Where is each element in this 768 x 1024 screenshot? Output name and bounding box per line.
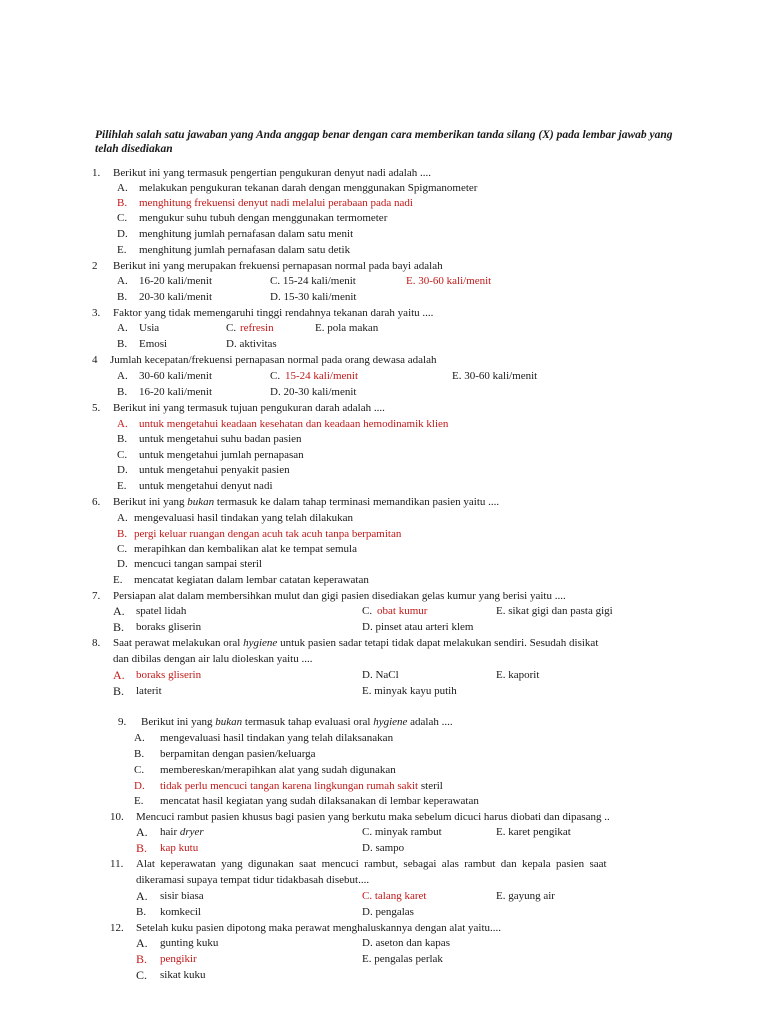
option-letter: C.: [136, 968, 148, 982]
option-letter: D.: [117, 558, 128, 570]
instruction-text: Pilihlah salah satu jawaban yang Anda anggap benar dengan cara memberikan tanda silang (X) pada lembar jawab yang telah disediakan: [95, 129, 673, 155]
option-text: berpamitan dengan pasien/keluarga: [160, 748, 316, 760]
option-text: menghitung jumlah pernafasan dalam satu detik: [139, 244, 351, 256]
option-text: gunting kuku: [160, 937, 219, 949]
option-text: E. karet pengikat: [496, 826, 571, 838]
question-text-line2: dan dibilas dengan air lalu dioleskan yaitu ....: [113, 653, 313, 665]
option-text: 16-20 kali/menit: [139, 386, 213, 398]
question-text-part: Berikut ini yang: [113, 496, 185, 508]
option-text: E. pola makan: [315, 322, 379, 334]
option-text: melakukan pengukuran tekanan darah dengan menggunakan Spigmanometer: [139, 182, 478, 194]
question-text: Jumlah kecepatan/frekuensi pernapasan normal pada orang dewasa adalah: [110, 354, 437, 366]
question-text-part: termasuk tahap evaluasi oral: [244, 716, 371, 728]
option-letter: E.: [117, 244, 127, 256]
option-letter: B.: [136, 906, 147, 918]
question-number: 7.: [92, 590, 101, 602]
option-text: komkecil: [160, 906, 201, 918]
option-letter: E.: [134, 795, 144, 807]
option-letter: A.: [136, 825, 148, 839]
option-text: D. 20-30 kali/menit: [270, 386, 357, 398]
option-letter: C.: [134, 764, 145, 776]
question-number: 1.: [92, 167, 101, 179]
option-letter: C.: [270, 370, 281, 382]
question-text: Mencuci rambut pasien khusus bagi pasien yang berkutu maka sebelum dicuci harus diobati dan dipasang ..: [136, 811, 610, 823]
option-text: untuk mengetahui suhu badan pasien: [139, 433, 302, 445]
question-number: 5.: [92, 402, 101, 414]
option-text-answer: pergi keluar ruangan dengan acuh tak acuh tanpa berpamitan: [134, 528, 402, 540]
option-text: E. kaporit: [496, 669, 540, 681]
question-text: Persiapan alat dalam membersihkan mulut dan gigi pasien disediakan gelas kumur yang berisi yaitu ....: [113, 590, 566, 602]
question-text: Berikut ini yang termasuk tujuan pengukuran darah adalah ....: [113, 402, 385, 414]
option-letter: B.: [117, 197, 128, 209]
question-text: Berikut ini yang merupakan frekuensi pernapasan normal pada bayi adalah: [113, 260, 443, 272]
option-letter: C.: [117, 212, 128, 224]
option-text: D. 15-30 kali/menit: [270, 291, 357, 303]
option-text: mencatat hasil kegiatan yang sudah dilaksanakan di lembar keperawatan: [160, 795, 479, 807]
option-text: mencuci tangan sampai steril: [134, 558, 262, 570]
question-text-line2: dikeramasi supaya tempat tidur tidakbasah disebut....: [136, 874, 370, 886]
option-letter: C.: [117, 543, 128, 555]
option-letter: A.: [136, 889, 148, 903]
option-text-answer: pengikir: [160, 953, 197, 965]
question-emphasis: bukan: [215, 716, 243, 728]
option-text: untuk mengetahui denyut nadi: [139, 480, 273, 492]
option-text-answer: tidak perlu mencuci tangan karena lingkungan rumah sakit: [160, 780, 419, 792]
option-text-answer: refresin: [240, 322, 274, 334]
question-number: 2: [92, 260, 98, 272]
question-number: 8.: [92, 637, 101, 649]
option-text: 20-30 kali/menit: [139, 291, 213, 303]
option-letter: A.: [134, 732, 145, 744]
option-emphasis: dryer: [179, 826, 204, 838]
option-text: boraks gliserin: [136, 621, 202, 633]
option-letter: A.: [117, 275, 128, 287]
question-text-part: Berikut ini yang: [141, 716, 213, 728]
option-text: untuk mengetahui penyakit pasien: [139, 464, 290, 476]
question-number: 11.: [110, 858, 124, 870]
option-text: mencatat kegiatan dalam lembar catatan keperawatan: [134, 574, 369, 586]
question-number: 12.: [110, 922, 124, 934]
option-text-answer: C. talang karet: [362, 890, 427, 902]
option-text: C. minyak rambut: [362, 826, 442, 838]
option-text: spatel lidah: [136, 605, 187, 617]
option-letter: A.: [117, 182, 128, 194]
question-text: Setelah kuku pasien dipotong maka perawat menghaluskannya dengan alat yaitu....: [136, 922, 502, 934]
option-text-answer: kap kutu: [160, 842, 199, 854]
question-number: 3.: [92, 307, 101, 319]
option-letter: D.: [117, 228, 128, 240]
option-letter: A.: [117, 370, 128, 382]
option-text: [160, 780, 443, 793]
option-letter: D.: [134, 780, 145, 792]
option-letter: B.: [113, 684, 125, 698]
question-text-part: untuk pasien sadar tetapi tidak dapat melakukan sendiri. Sesudah disikat: [280, 637, 599, 649]
option-text: sikat kuku: [160, 969, 206, 981]
option-text: D. aktivitas: [226, 338, 277, 350]
option-letter: E.: [113, 574, 123, 586]
option-letter: A.: [113, 604, 125, 618]
option-letter: B.: [136, 952, 148, 966]
question-emphasis: hygiene: [243, 637, 278, 649]
option-text: D. pinset atau arteri klem: [362, 621, 474, 633]
option-letter: B.: [134, 748, 145, 760]
option-text: laterit: [136, 685, 162, 697]
option-text: untuk mengetahui jumlah pernapasan: [139, 449, 304, 461]
question-text-part: adalah ....: [410, 716, 453, 728]
option-text-suffix: steril: [420, 780, 443, 792]
option-text: Emosi: [139, 338, 168, 350]
question-number: 9.: [118, 716, 127, 728]
option-text: membereskan/merapihkan alat yang sudah digunakan: [160, 764, 396, 776]
option-text: sisir biasa: [160, 890, 204, 902]
option-letter: C.: [362, 605, 373, 617]
question-number: 6.: [92, 496, 101, 508]
question-emphasis: bukan: [187, 496, 215, 508]
option-text: C. 15-24 kali/menit: [270, 275, 356, 287]
option-letter: A.: [113, 668, 125, 682]
option-text: mengevaluasi hasil tindakan yang telah dilaksanakan: [160, 732, 394, 744]
question-text: Faktor yang tidak memengaruhi tinggi rendahnya tekanan darah yaitu ....: [113, 307, 434, 319]
option-letter: C.: [117, 449, 128, 461]
option-text: mengukur suhu tubuh dengan menggunakan termometer: [139, 212, 388, 224]
option-letter: A.: [117, 512, 128, 524]
option-text: D. NaCl: [362, 669, 399, 681]
option-text: E. 30-60 kali/menit: [452, 370, 538, 382]
option-text-answer: menghitung frekuensi denyut nadi melalui perabaan pada nadi: [139, 197, 413, 209]
option-text-answer: E. 30-60 kali/menit: [406, 275, 492, 287]
option-letter: E.: [117, 480, 127, 492]
option-letter: A.: [136, 936, 148, 950]
option-letter: D.: [117, 464, 128, 476]
option-text: menghitung jumlah pernafasan dalam satu menit: [139, 228, 354, 240]
option-letter: B.: [117, 338, 128, 350]
option-text: E. sikat gigi dan pasta gigi: [496, 605, 613, 617]
option-text: merapihkan dan kembalikan alat ke tempat semula: [134, 543, 357, 555]
option-text-part: hair: [160, 826, 178, 838]
option-text-answer: 15-24 kali/menit: [285, 370, 359, 382]
option-letter: B.: [117, 386, 128, 398]
question-text-part: Saat perawat melakukan oral: [113, 637, 241, 649]
question-text: Berikut ini yang termasuk pengertian pengukuran denyut nadi adalah ....: [113, 167, 431, 179]
option-text: E. pengalas perlak: [362, 953, 443, 965]
question-text: Alat keperawatan yang digunakan saat mencuci rambut, sebagai alas rambut dan kepala pasien saat: [136, 858, 607, 870]
option-text: 30-60 kali/menit: [139, 370, 213, 382]
option-text: 16-20 kali/menit: [139, 275, 213, 287]
option-letter: B.: [136, 841, 148, 855]
option-text: Usia: [139, 322, 160, 334]
option-letter: B.: [117, 433, 128, 445]
option-letter: B.: [113, 620, 125, 634]
option-text-answer: boraks gliserin: [136, 669, 202, 681]
option-text: D. aseton dan kapas: [362, 937, 450, 949]
option-letter: A.: [117, 418, 128, 430]
option-letter: B.: [117, 291, 128, 303]
option-text: E. gayung air: [496, 890, 555, 902]
question-text: [141, 716, 453, 729]
option-letter: A.: [117, 322, 128, 334]
question-number: 4: [92, 354, 98, 366]
question-number: 10.: [110, 811, 124, 823]
option-text-answer: obat kumur: [377, 605, 428, 617]
question-text-part: termasuk ke dalam tahap terminasi memandikan pasien yaitu ....: [216, 496, 500, 508]
option-text-answer: untuk mengetahui keadaan kesehatan dan keadaan hemodinamik klien: [139, 418, 449, 430]
option-letter: B.: [117, 528, 128, 540]
option-text: [160, 826, 204, 839]
option-letter: C.: [226, 322, 237, 334]
option-text: D. sampo: [362, 842, 405, 854]
question-text: [113, 496, 499, 509]
option-text: E. minyak kayu putih: [362, 685, 457, 697]
option-text: D. pengalas: [362, 906, 414, 918]
question-emphasis: hygiene: [373, 716, 408, 728]
option-text: mengevaluasi hasil tindakan yang telah dilakukan: [134, 512, 354, 524]
question-text: [113, 637, 598, 650]
